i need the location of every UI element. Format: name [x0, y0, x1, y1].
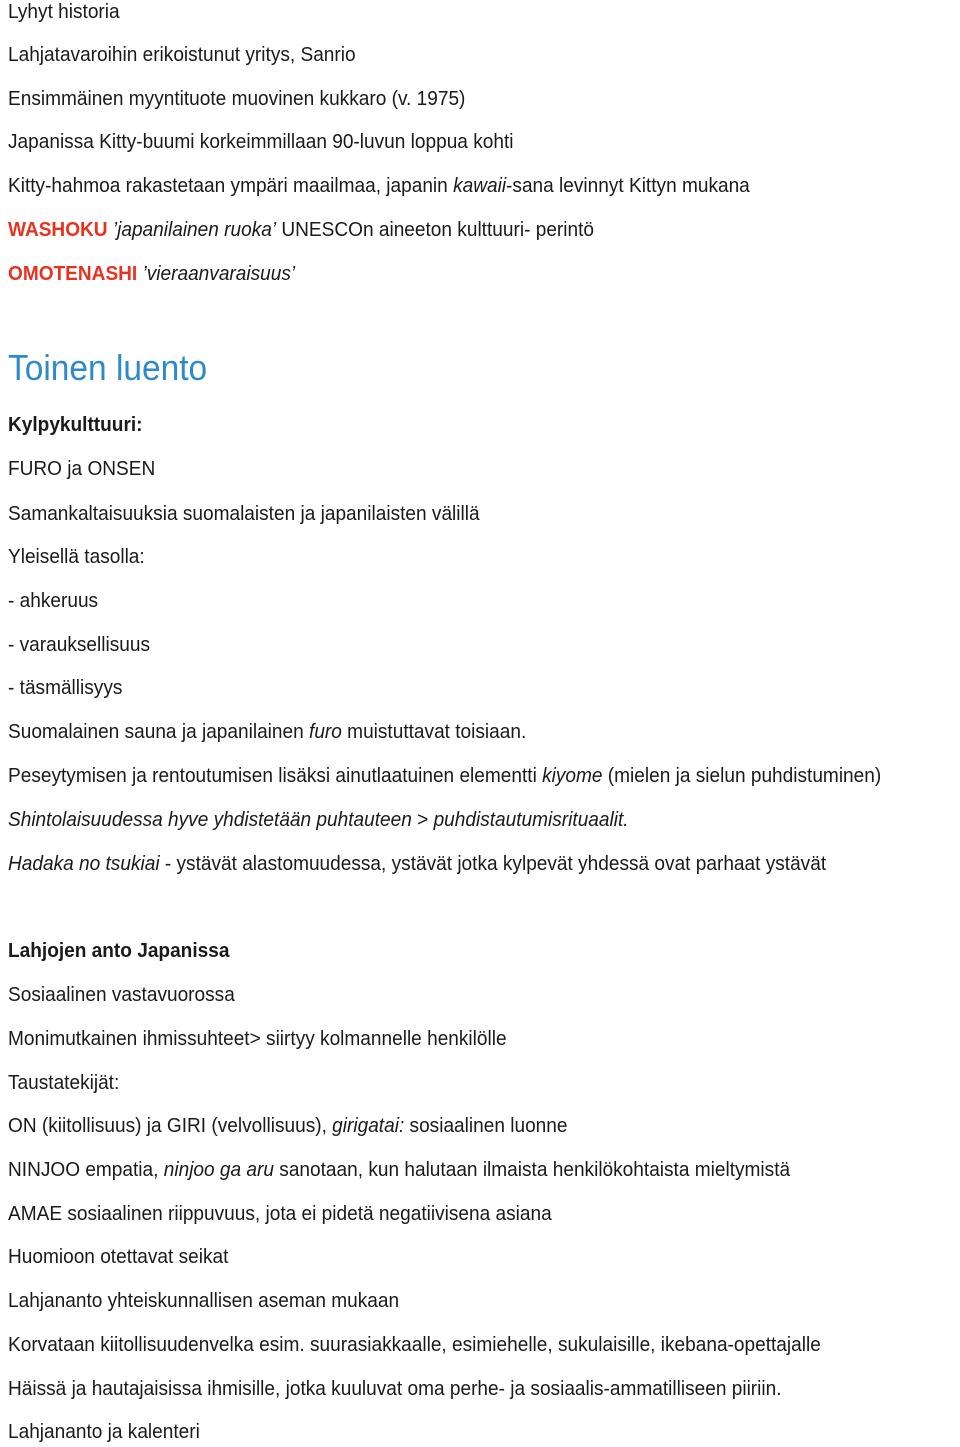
- text-segment: Peseytymisen ja rentoutumisen lisäksi ainutlaatuinen elementti: [8, 764, 543, 787]
- text-segment: UNESCOn aineeton kulttuuri- perintö: [276, 218, 595, 241]
- section-heading: Toinen luento: [8, 347, 208, 388]
- text-segment: sosiaalinen luonne: [404, 1114, 568, 1137]
- text-line: [8, 808, 629, 832]
- washoku-line: [8, 218, 594, 242]
- text-segment: Kitty-hahmoa rakastetaan ympäri maailmaa, japanin: [8, 174, 454, 197]
- list-item: - täsmällisyys: [8, 676, 123, 699]
- washoku-term: WASHOKU: [8, 218, 108, 241]
- text-segment: (mielen ja sielun puhdistuminen): [602, 764, 882, 787]
- text-line: Lahjananto ja kalenteri: [8, 1420, 200, 1443]
- text-line: Lahjatavaroihin erikoistunut yritys, Sanrio: [8, 43, 356, 66]
- list-item: - ahkeruus: [8, 589, 99, 612]
- text-segment: -sana levinnyt Kittyn mukana: [506, 174, 750, 197]
- omotenashi-term: OMOTENASHI: [8, 262, 138, 285]
- text-segment: NINJOO empatia,: [8, 1158, 164, 1181]
- italic-segment: puhdistautumisrituaalit.: [433, 808, 629, 831]
- text-segment: muistuttavat toisiaan.: [341, 720, 527, 743]
- text-line: Yleisellä tasolla:: [8, 545, 145, 568]
- list-item: - varauksellisuus: [8, 633, 150, 656]
- section-subheading: Kylpykulttuuri:: [8, 413, 143, 436]
- text-line: Lahjananto yhteiskunnallisen aseman mukaan: [8, 1289, 400, 1312]
- italic-term: kiyome: [542, 764, 603, 787]
- text-line: Korvataan kiitollisuudenvelka esim. suurasiakkaalle, esimiehelle, sukulaisille, ikebana-opettajalle: [8, 1333, 821, 1356]
- text-line: [8, 764, 881, 788]
- text-line: [8, 1158, 790, 1182]
- text-segment: ON (kiitollisuus) ja GIRI (velvollisuus),: [8, 1114, 333, 1137]
- text-line: [8, 174, 750, 198]
- text-line: [8, 852, 826, 876]
- text-line: [8, 1114, 567, 1138]
- italic-term: ninjoo ga aru: [163, 1158, 274, 1181]
- italic-term: Hadaka no tsukiai: [8, 852, 160, 875]
- text-line: Ensimmäinen myyntituote muovinen kukkaro (v. 1975): [8, 87, 466, 110]
- omotenashi-line: [8, 262, 295, 286]
- text-segment: sanotaan, kun halutaan ilmaista henkilökohtaista mieltymistä: [273, 1158, 791, 1181]
- omotenashi-meaning: ’vieraanvaraisuus’: [137, 262, 296, 285]
- text-line: Monimutkainen ihmissuhteet> siirtyy kolmannelle henkilölle: [8, 1027, 507, 1050]
- text-line: AMAE sosiaalinen riippuvuus, jota ei pidetä negatiivisena asiana: [8, 1202, 552, 1225]
- text-line: Taustatekijät:: [8, 1071, 120, 1094]
- text-line: Samankaltaisuuksia suomalaisten ja japanilaisten välillä: [8, 502, 480, 525]
- italic-term: girigatai:: [332, 1114, 405, 1137]
- italic-segment: Shintolaisuudessa hyve yhdistetään puhtauteen: [8, 808, 418, 831]
- text-segment: - ystävät alastomuudessa, ystävät jotka kylpevät yhdessä ovat parhaat ystävät: [159, 852, 827, 875]
- text-segment: >: [417, 808, 434, 831]
- text-segment: Suomalainen sauna ja japanilainen: [8, 720, 310, 743]
- text-line: Häissä ja hautajaisissa ihmisille, jotka kuuluvat oma perhe- ja sosiaalis-ammatilliseen piiriin.: [8, 1377, 782, 1400]
- italic-term: kawaii: [453, 174, 507, 197]
- text-line: Huomioon otettavat seikat: [8, 1245, 229, 1268]
- text-line: Japanissa Kitty-buumi korkeimmillaan 90-luvun loppua kohti: [8, 130, 514, 153]
- text-line: [8, 720, 526, 744]
- section-title: Lahjojen anto Japanissa: [8, 939, 230, 962]
- italic-term: furo: [309, 720, 342, 743]
- washoku-meaning: ’japanilainen ruoka’: [107, 218, 277, 241]
- history-title: Lyhyt historia: [8, 0, 120, 23]
- text-line: Sosiaalinen vastavuorossa: [8, 983, 235, 1006]
- text-line: FURO ja ONSEN: [8, 457, 156, 480]
